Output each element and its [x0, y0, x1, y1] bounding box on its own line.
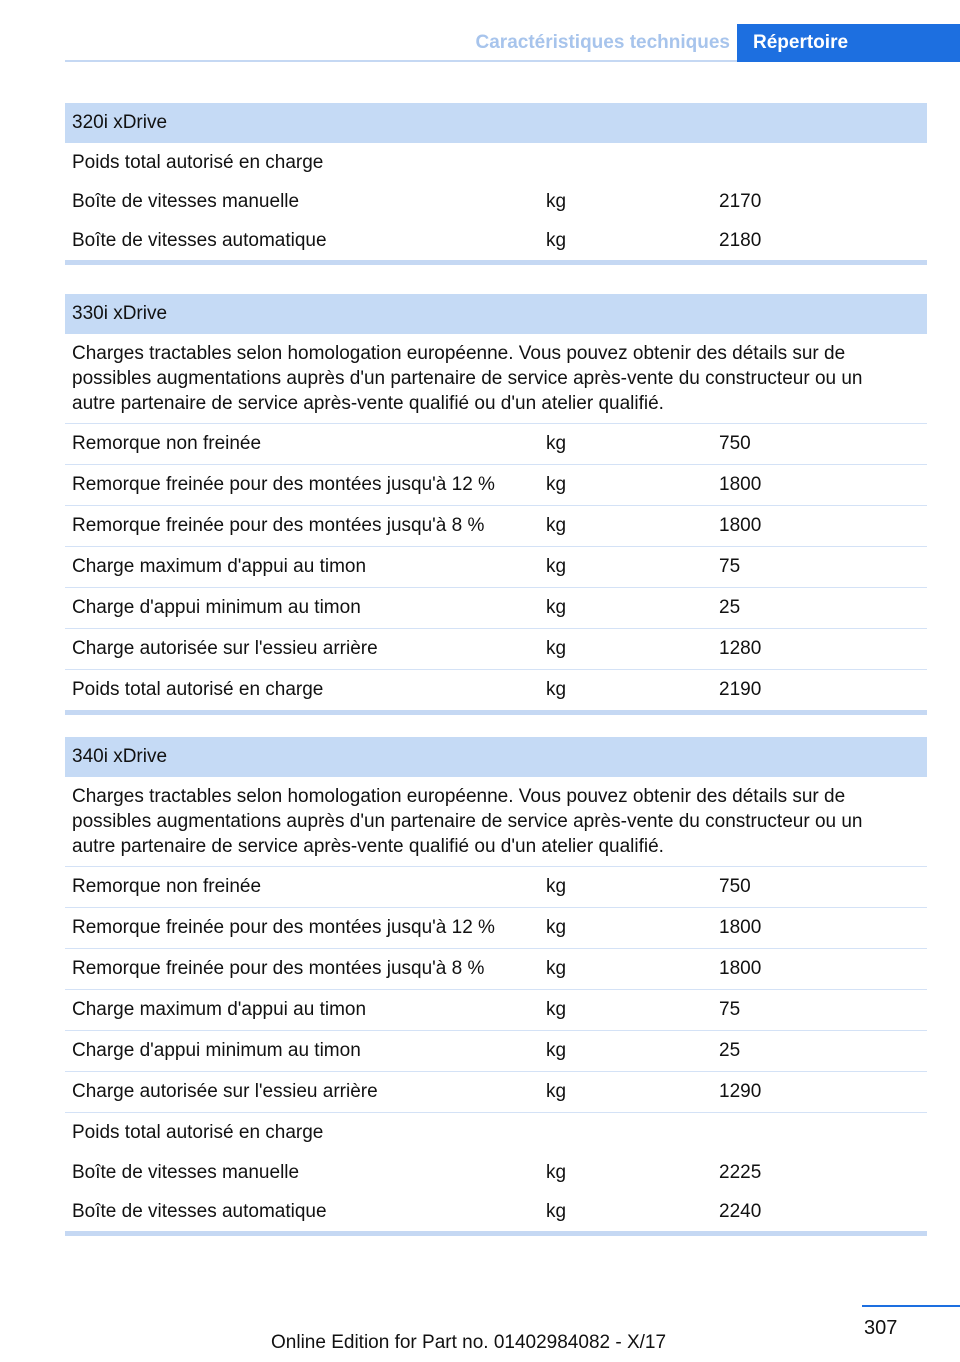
row-label: Poids total autorisé en charge — [72, 1122, 324, 1143]
row-unit: kg — [546, 597, 567, 618]
page-header — [65, 24, 960, 62]
row-label: Poids total autorisé en charge — [72, 152, 324, 173]
row-label: Remorque non freinée — [72, 433, 262, 454]
header-rule — [65, 60, 737, 62]
row-label: Charge maximum d'appui au timon — [72, 556, 367, 577]
footer-rule — [862, 1305, 960, 1307]
row-unit: kg — [546, 917, 567, 938]
table-row — [65, 669, 927, 710]
table-row — [65, 587, 927, 628]
row-unit: kg — [546, 474, 567, 495]
row-value: 1800 — [719, 474, 762, 495]
row-unit — [546, 143, 719, 182]
page-number: 307 — [864, 1317, 898, 1339]
row-label: Boîte de vitesses automatique — [72, 1201, 327, 1222]
row-value: 25 — [719, 1040, 741, 1061]
table-row — [65, 1192, 927, 1231]
row-unit: kg — [546, 1081, 567, 1102]
table-row — [65, 989, 927, 1030]
row-unit: kg — [546, 433, 567, 454]
row-value: 1800 — [719, 515, 762, 536]
edition-footer: Online Edition for Part no. 01402984082 - X/17 — [271, 1332, 667, 1353]
row-value: 2170 — [719, 191, 762, 212]
row-unit: kg — [546, 999, 567, 1020]
row-unit: kg — [546, 1040, 567, 1061]
table-row — [65, 423, 927, 464]
row-value: 25 — [719, 597, 741, 618]
table-row — [65, 464, 927, 505]
row-value: 1800 — [719, 958, 762, 979]
row-label: Boîte de vitesses manuelle — [72, 1162, 300, 1183]
table-note: Charges tractables selon homologation européenne. Vous pouvez obtenir des détails sur de possibles augmentations auprès d'un partenaire de service après-vente du constructeur ou un autre partenaire de service après-vente qualifié ou d'un atelier qualifié. — [72, 343, 863, 414]
row-unit: kg — [546, 515, 567, 536]
row-label: Charge maximum d'appui au timon — [72, 999, 367, 1020]
table-row — [65, 143, 927, 182]
row-label: Boîte de vitesses automatique — [72, 230, 327, 251]
table-row — [65, 221, 927, 260]
row-value — [719, 143, 927, 182]
table-title: 320i xDrive — [65, 103, 927, 143]
table-row — [65, 505, 927, 546]
row-value: 75 — [719, 556, 741, 577]
row-unit: kg — [546, 876, 567, 897]
spec-table-320i — [65, 103, 927, 265]
row-value: 1290 — [719, 1081, 762, 1102]
row-unit: kg — [546, 556, 567, 577]
row-value — [719, 1113, 927, 1153]
active-tab-repertoire[interactable]: Répertoire — [737, 24, 960, 62]
table-title: 340i xDrive — [65, 737, 927, 777]
table-row — [65, 1030, 927, 1071]
row-label: Remorque non freinée — [72, 876, 262, 897]
row-unit: kg — [546, 679, 567, 700]
row-unit: kg — [546, 1162, 567, 1183]
row-value: 2190 — [719, 679, 762, 700]
row-value: 750 — [719, 876, 751, 897]
row-value: 1280 — [719, 638, 762, 659]
spec-table-330i — [65, 294, 927, 715]
row-unit: kg — [546, 638, 567, 659]
row-label: Poids total autorisé en charge — [72, 679, 324, 700]
row-label: Charge autorisée sur l'essieu arrière — [72, 638, 378, 659]
row-unit: kg — [546, 191, 567, 212]
row-label: Charge autorisée sur l'essieu arrière — [72, 1081, 378, 1102]
table-row — [65, 628, 927, 669]
table-title: 330i xDrive — [65, 294, 927, 334]
row-label: Boîte de vitesses manuelle — [72, 191, 300, 212]
row-value: 2225 — [719, 1162, 762, 1183]
row-value: 75 — [719, 999, 741, 1020]
table-row — [65, 948, 927, 989]
table-row — [65, 182, 927, 221]
table-row — [65, 1153, 927, 1192]
row-label: Remorque freinée pour des montées jusqu'à 8 % — [72, 958, 485, 979]
row-label: Remorque freinée pour des montées jusqu'à 12 % — [72, 474, 495, 495]
row-label: Remorque freinée pour des montées jusqu'à 12 % — [72, 917, 495, 938]
row-value: 2180 — [719, 230, 762, 251]
row-value: 2240 — [719, 1201, 762, 1222]
row-unit — [546, 1113, 719, 1153]
row-label: Remorque freinée pour des montées jusqu'à 8 % — [72, 515, 485, 536]
spec-table-340i — [65, 737, 927, 1236]
table-row — [65, 907, 927, 948]
table-note: Charges tractables selon homologation européenne. Vous pouvez obtenir des détails sur de possibles augmentations auprès d'un partenaire de service après-vente du constructeur ou un autre partenaire de service après-vente qualifié ou d'un atelier qualifié. — [72, 786, 863, 857]
row-value: 1800 — [719, 917, 762, 938]
table-row — [65, 1071, 927, 1112]
row-label: Charge d'appui minimum au timon — [72, 1040, 361, 1061]
row-value: 750 — [719, 433, 751, 454]
row-unit: kg — [546, 1201, 567, 1222]
row-unit: kg — [546, 230, 567, 251]
row-label: Charge d'appui minimum au timon — [72, 597, 361, 618]
table-row — [65, 546, 927, 587]
row-unit: kg — [546, 958, 567, 979]
table-row — [65, 1112, 927, 1153]
section-tab[interactable]: Caractéristiques techniques — [475, 32, 730, 53]
table-row — [65, 866, 927, 907]
